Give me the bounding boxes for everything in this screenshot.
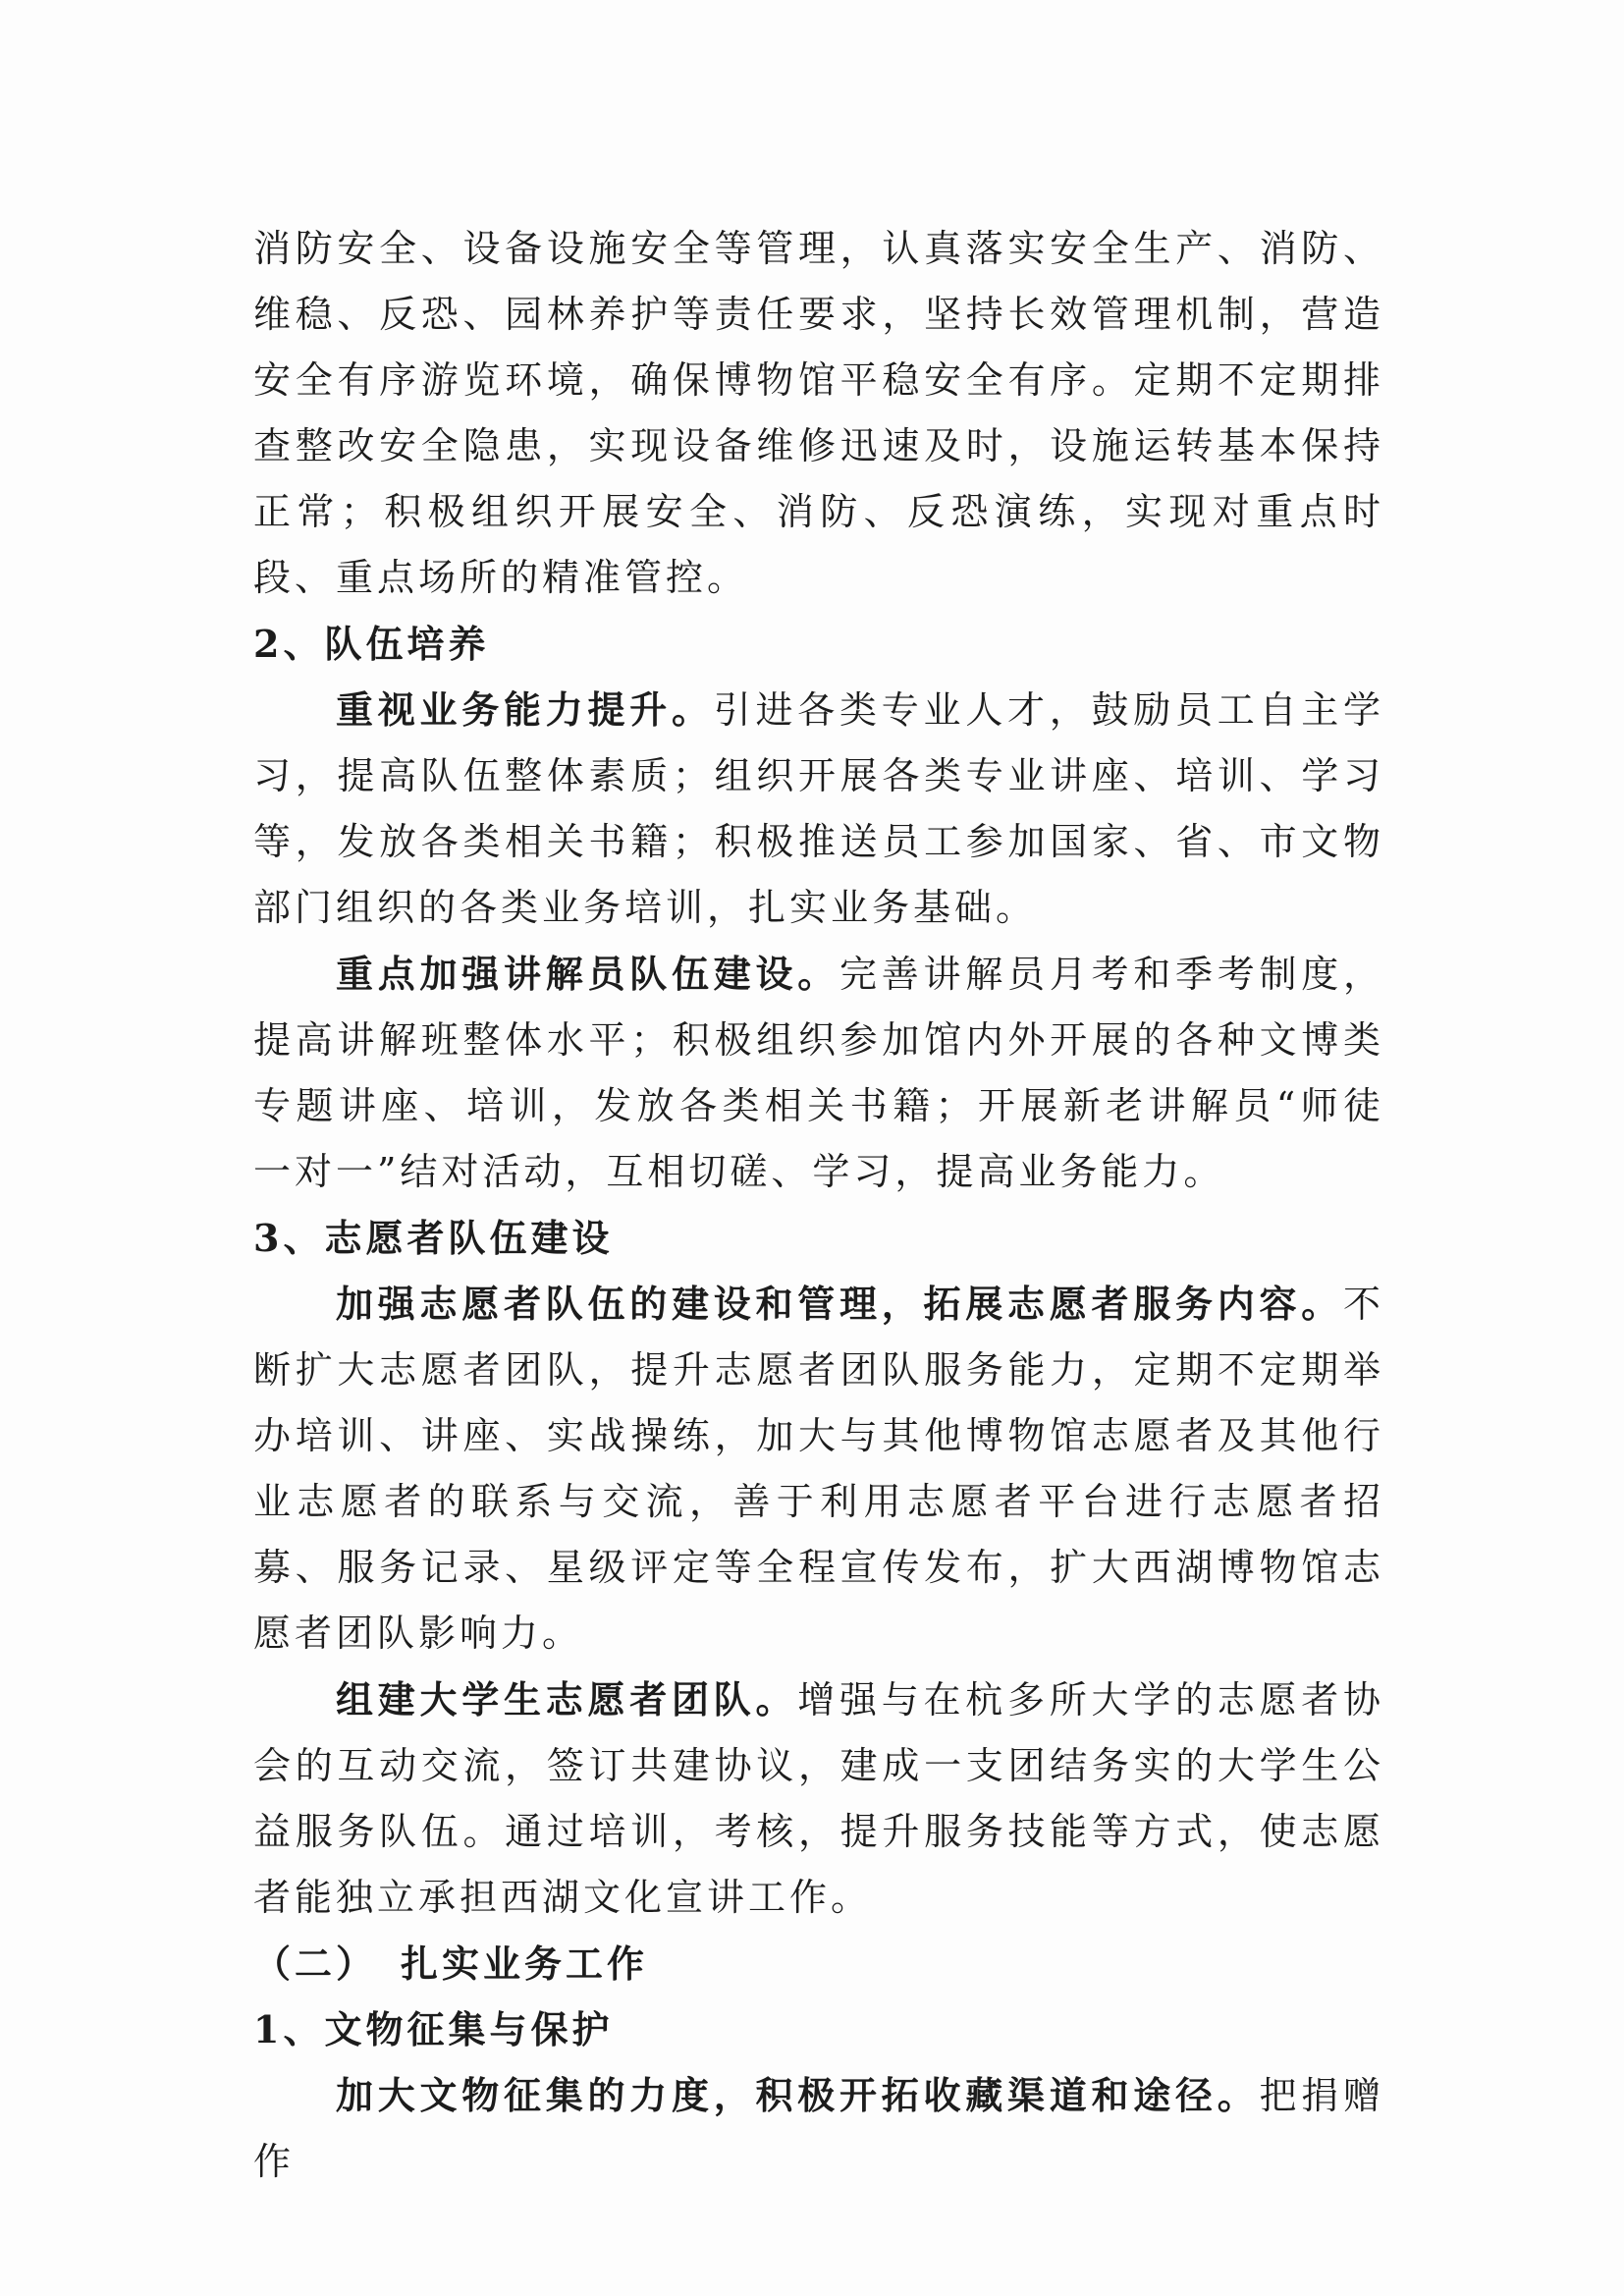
paragraph-lead: 重点加强讲解员队伍建设。 — [336, 952, 839, 996]
body-paragraph — [253, 677, 1384, 941]
paragraph-lead: 组建大学生志愿者团队。 — [336, 1677, 798, 1722]
paragraph-lead: 加大文物征集的力度，积极开拓收藏渠道和途径。 — [336, 2073, 1260, 2117]
document-body — [253, 216, 1384, 2195]
body-paragraph — [253, 941, 1384, 1205]
paragraph-text: 不断扩大志愿者团队，提升志愿者团队服务能力，定期不定期举办培训、讲座、实战操练，加大与其他博物馆志愿者及其他行业志愿者的联系与交流，善于利用志愿者平台进行志愿者招募、服务记录、星级评定等全程宣传发布，扩大西湖博物馆志愿者团队影响力。 — [253, 1283, 1384, 1655]
subheading: 1、文物征集与保护 — [253, 2007, 614, 2051]
paragraph-text: 增强与在杭多所大学的志愿者协会的互动交流，签订共建协议，建成一支团结务实的大学生公益服务队伍。通过培训，考核，提升服务技能等方式，使志愿者能独立承担西湖文化宣讲工作。 — [253, 1678, 1384, 1919]
body-paragraph — [253, 216, 1384, 611]
paragraph-lead: 加强志愿者队伍的建设和管理，拓展志愿者服务内容。 — [336, 1282, 1343, 1326]
section-number: （二） — [253, 1941, 378, 1986]
paragraph-text: 引进各类专业人才，鼓励员工自主学习，提高队伍整体素质；组织开展各类专业讲座、培训、学习等，发放各类相关书籍；积极推送员工参加国家、省、市文物部门组织的各类业务培训，扎实业务基础。 — [253, 688, 1384, 929]
body-paragraph — [253, 1271, 1384, 1667]
paragraph-text: 消防安全、设备设施安全等管理，认真落实安全生产、消防、维稳、反恐、园林养护等责任要求，坚持长效管理机制，营造安全有序游览环境，确保博物馆平稳安全有序。定期不定期排查整改安全隐患，实现设备维修迅速及时，设施运转基本保持正常；积极组织开展安全、消防、反恐演练，实现对重点时段、重点场所的精准管控。 — [253, 227, 1384, 599]
paragraph-text: 把捐赠作 — [253, 2074, 1384, 2183]
subheading: 3、志愿者队伍建设 — [253, 1216, 614, 1260]
section-heading — [253, 1931, 1384, 1996]
section-title: 扎实业务工作 — [401, 1941, 649, 1986]
paragraph-text: 完善讲解员月考和季考制度，提高讲解班整体水平；积极组织参加馆内外开展的各种文博类专题讲座、培训，发放各类相关书籍；开展新老讲解员“师徒一对一”结对活动，互相切磋、学习，提高业务能力。 — [253, 953, 1384, 1193]
body-paragraph — [253, 2062, 1384, 2195]
subheading: 2、队伍培养 — [253, 622, 490, 666]
body-paragraph — [253, 1667, 1384, 1931]
paragraph-lead: 重视业务能力提升。 — [336, 687, 714, 732]
